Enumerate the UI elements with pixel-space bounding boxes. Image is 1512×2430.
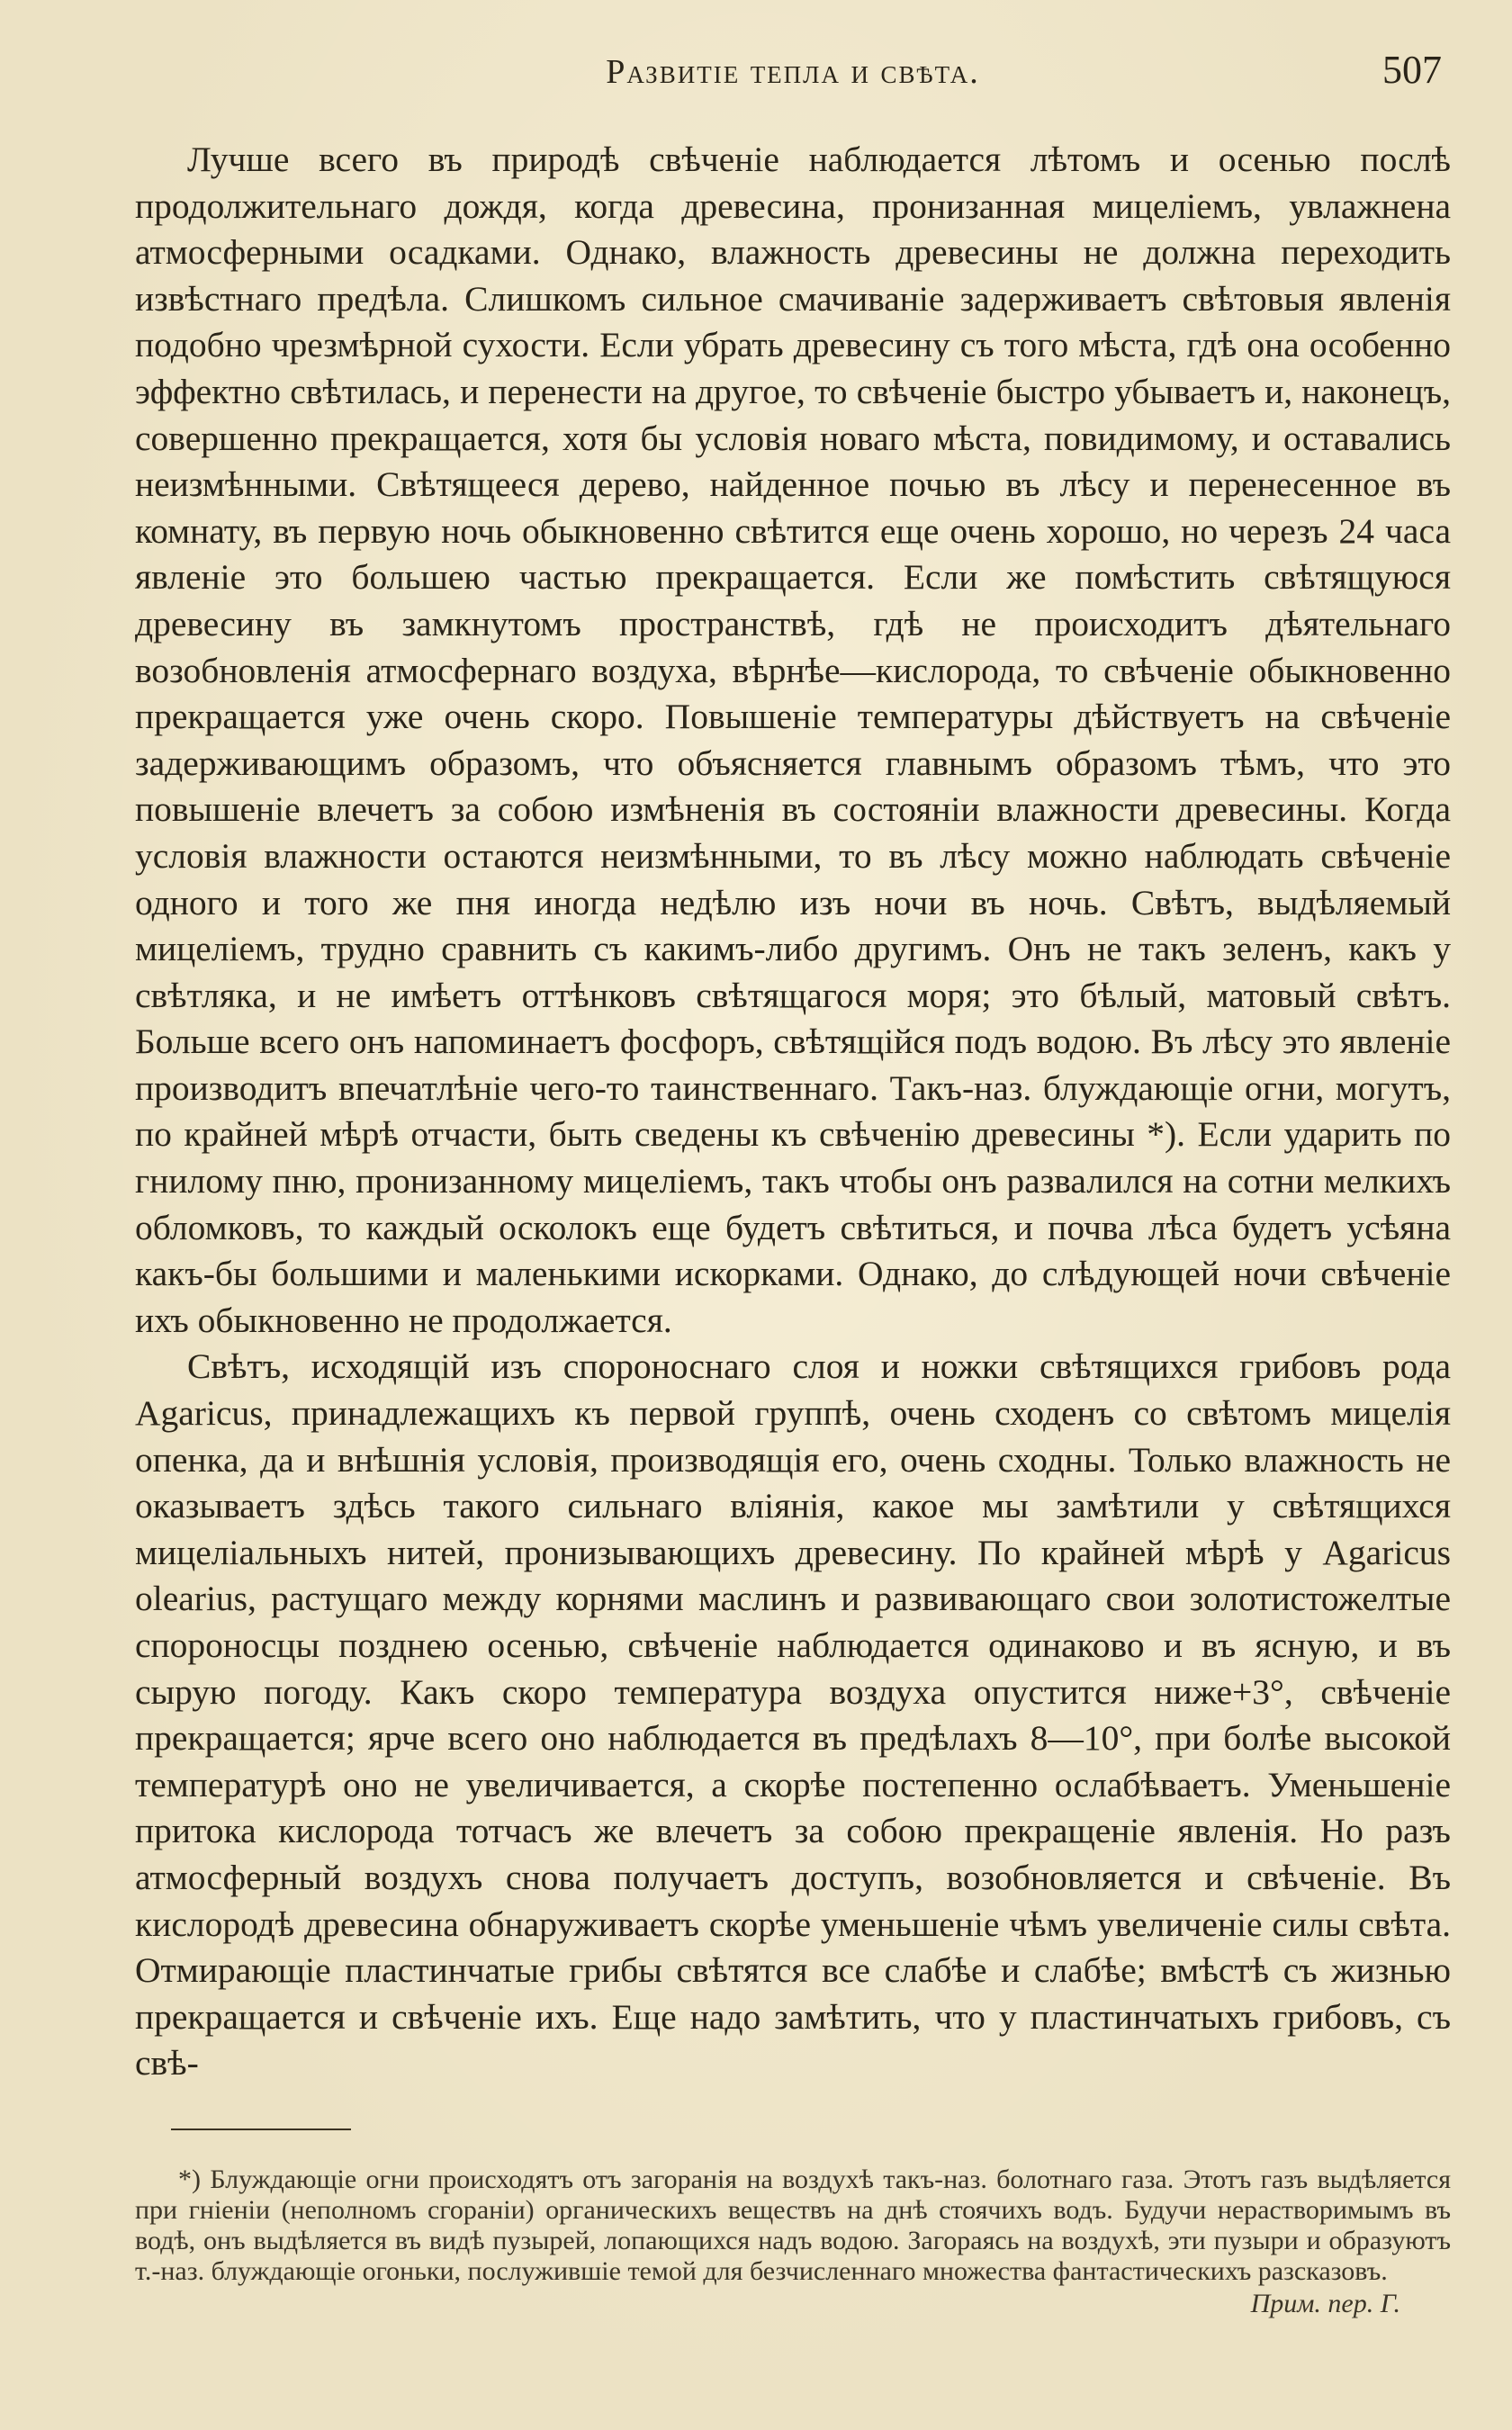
running-title: Развитіе тепла и свѣта. <box>606 53 980 91</box>
running-head <box>135 47 1451 101</box>
body-text <box>135 137 1451 2087</box>
page-number: 507 <box>1382 48 1442 92</box>
paragraph-1: Лучше всего въ природѣ свѣченіе наблюдается лѣтомъ и осенью послѣ продолжительнаго дождя, когда древесина, пронизанная мицеліемъ, увлажнена атмосферными осадками. Однако, влажность древесины не должна переходить извѣстнаго предѣла. Слишкомъ сильное смачиваніе задерживаетъ свѣтовыя явленія подобно чрезмѣрной сухости. Если убрать древесину съ того мѣста, гдѣ она особенно эффектно свѣтилась, и перенести на другое, то свѣченіе быстро убываетъ и, наконецъ, совершенно прекращается, хотя бы условія новаго мѣста, повидимому, и оставались неизмѣнными. Свѣтящееся дерево, найденное почью въ лѣсу и перенесенное въ комнату, въ первую ночь обыкновенно свѣтится еще очень хорошо, но черезъ 24 часа явленіе это большею частью прекращается. Если же помѣстить свѣтящуюся древесину въ замкнутомъ пространствѣ, гдѣ не происходитъ дѣятельнаго возобновленія атмосфернаго воздуха, вѣрнѣе—кислорода, то свѣченіе обыкновенно прекращается уже очень скоро. Повышеніе температуры дѣйствуетъ на свѣченіе задерживающимъ образомъ, что объясняется главнымъ образомъ тѣмъ, что это повышеніе влечетъ за собою измѣненія въ состояніи влажности древесины. Когда условія влажности остаются неизмѣнными, то въ лѣсу можно наблюдать свѣченіе одного и того же пня иногда недѣлю изъ ночи въ ночь. Свѣтъ, выдѣляемый мицеліемъ, трудно сравнить съ какимъ-либо другимъ. Онъ не такъ зеленъ, какъ у свѣтляка, и не имѣетъ оттѣнковъ свѣтящагося моря; это бѣлый, матовый свѣтъ. Больше всего онъ напоминаетъ фосфоръ, свѣтящійся подъ водою. Въ лѣсу это явленіе производитъ впечатлѣніе чего-то таинственнаго. Такъ-наз. блуждающіе огни, могутъ, по крайней мѣрѣ отчасти, быть сведены къ свѣченію древесины *). Если ударить по гнилому пню, пронизанному мицеліемъ, такъ чтобы онъ развалился на сотни мелкихъ обломковъ, то каждый осколокъ еще будетъ свѣтиться, и почва лѣса будетъ усѣяна какъ-бы большими и маленькими искорками. Однако, до слѣдующей ночи свѣченіе ихъ обыкновенно не продолжается. <box>135 140 1451 1340</box>
paragraph-2: Свѣтъ, исходящій изъ спороноснаго слоя и ножки свѣтящихся грибовъ рода Agaricus, принадлежащихъ къ первой группѣ, очень сходенъ со свѣтомъ мицелія опенка, да и внѣшнія условія, производящія его, очень сходны. Только влажность не оказываетъ здѣсь такого сильнаго вліянія, какое мы замѣтили у свѣтящихся мицеліальныхъ нитей, пронизывающихъ древесину. По крайней мѣрѣ у Agaricus olearius, растущаго между корнями маслинъ и развивающаго свои золотистожелтые спороносцы позднею осенью, свѣченіе наблюдается одинаково и въ ясную, и въ сырую погоду. Какъ скоро температура воздуха опустится ниже+3°, свѣченіе прекращается; ярче всего оно наблюдается въ предѣлахъ 8—10°, при болѣе высокой температурѣ оно не увеличивается, а скорѣе постепенно ослабѣваетъ. Уменьшеніе притока кислорода тотчасъ же влечетъ за собою прекращеніе явленія. Но разъ атмосферный воздухъ снова получаетъ доступъ, возобновляется и свѣченіе. Въ кислородѣ древесина обнаруживаетъ скорѣе уменьшеніе чѣмъ увеличеніе силы свѣта. Отмирающіе пластинчатые грибы свѣтятся все слабѣе и слабѣе; вмѣстѣ съ жизнью прекращается и свѣченіе ихъ. Еще надо замѣтить, что у пластинчатыхъ грибовъ, съ свѣ- <box>135 1346 1451 2084</box>
footnote <box>135 2164 1451 2321</box>
footnote-text: *) Блуждающіе огни происходятъ отъ загоранія на воздухѣ такъ-наз. болотнаго газа. Этотъ газъ выдѣляется при гніеніи (неполномъ сгораніи) органическихъ веществъ на днѣ стоячихъ водъ. Будучи нерастворимымъ въ водѣ, онъ выдѣляется въ видѣ пузырей, лопающихся надъ водою. Загораясь на воздухѣ, эти пузыри и образуютъ т.-наз. блуждающіе огоньки, послужившіе темой для безчисленнаго множества фантастическихъ разсказовъ. <box>135 2164 1451 2286</box>
footnote-signature: Прим. пер. Г. <box>1250 2288 1400 2318</box>
footnote-divider <box>171 2128 351 2130</box>
